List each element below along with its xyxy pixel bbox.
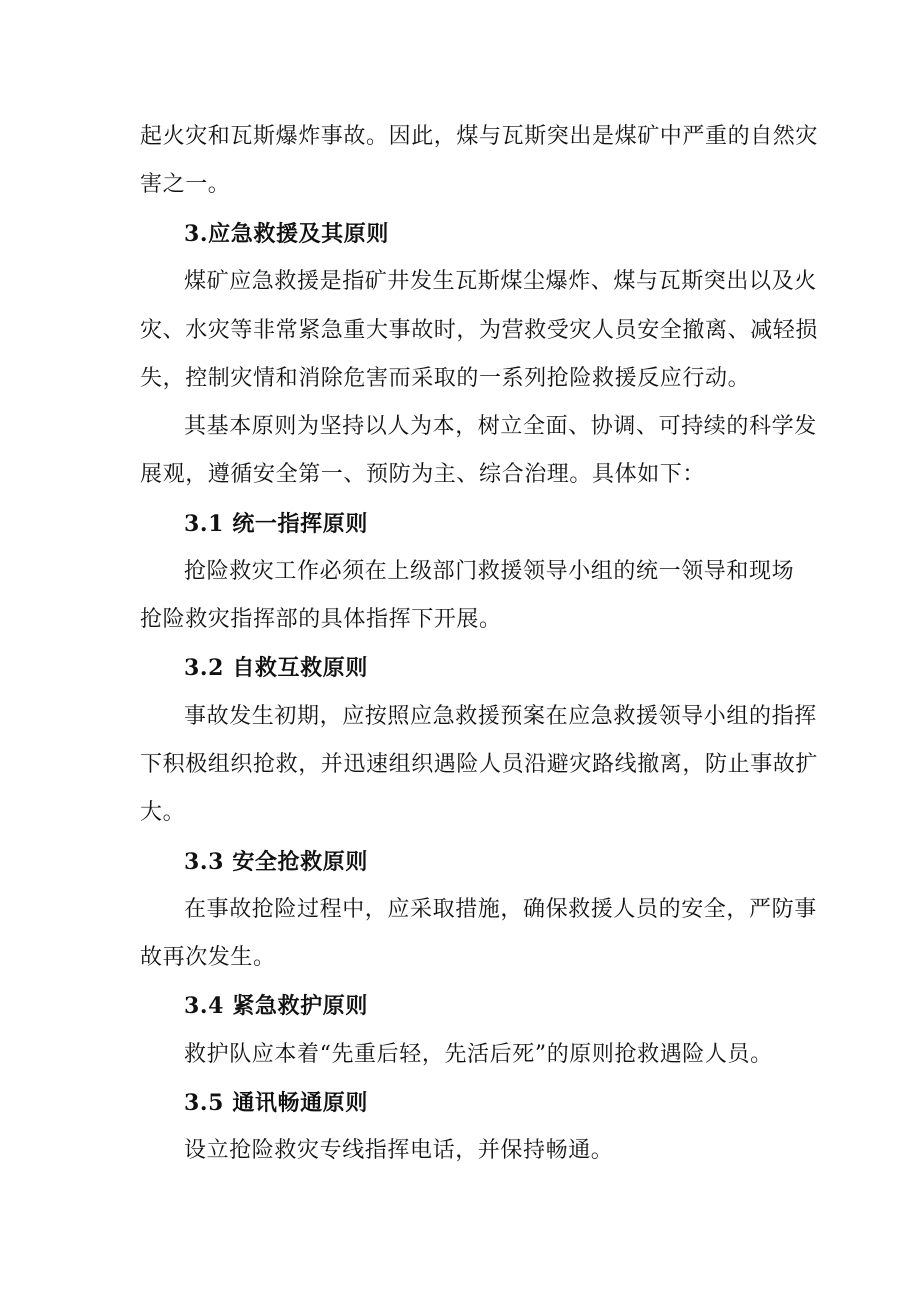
body-text-line: 大。 [140,800,186,825]
body-text-line: 其基本原则为坚持以人为本，树立全面、协调、可持续的科学发 [184,414,817,439]
body-text-line: 救护队应本着“先重后轻，先活后死”的原则抢救遇险人员。 [184,1042,773,1067]
body-text-line: 灾、水灾等非常紧急重大事故时，为营救受灾人员安全撤离、减轻损 [140,318,819,343]
body-text-line: 煤矿应急救援是指矿井发生瓦斯煤尘爆炸、煤与瓦斯突出以及火 [184,269,817,294]
subsection-heading: 3.5 通讯畅通原则 [184,1090,368,1116]
body-text-line: 设立抢险救灾专线指挥电话，并保持畅通。 [184,1138,614,1163]
body-text-line: 展观，遵循安全第一、预防为主、综合治理。具体如下： [140,462,706,487]
body-text-line: 事故发生初期，应按照应急救援预案在应急救援领导小组的指挥 [184,704,817,729]
subsection-heading: 3.3 安全抢救原则 [184,849,368,875]
body-text-line: 失，控制灾情和消除危害而采取的一系列抢险救援反应行动。 [140,366,751,391]
body-text-line: 抢险救灾工作必须在上级部门救援领导小组的统一领导和现场 [184,559,795,584]
subsection-heading: 3.2 自救互救原则 [184,655,368,681]
body-text-line: 故再次发生。 [140,945,276,970]
body-text-line: 下积极组织抢救，并迅速组织遇险人员沿避灾路线撤离，防止事故扩 [140,752,819,777]
body-text-line: 起火灾和瓦斯爆炸事故。因此，煤与瓦斯突出是煤矿中严重的自然灾 [140,124,819,149]
body-text-line: 抢险救灾指挥部的具体指挥下开展。 [140,607,502,632]
subsection-heading: 3.1 统一指挥原则 [184,511,368,537]
subsection-heading: 3.4 紧急救护原则 [184,993,368,1019]
body-text-line: 害之一。 [140,172,231,197]
section-heading: 3.应急救援及其原则 [184,221,389,247]
body-text-line: 在事故抢险过程中，应采取措施，确保救援人员的安全，严防事 [184,897,817,922]
